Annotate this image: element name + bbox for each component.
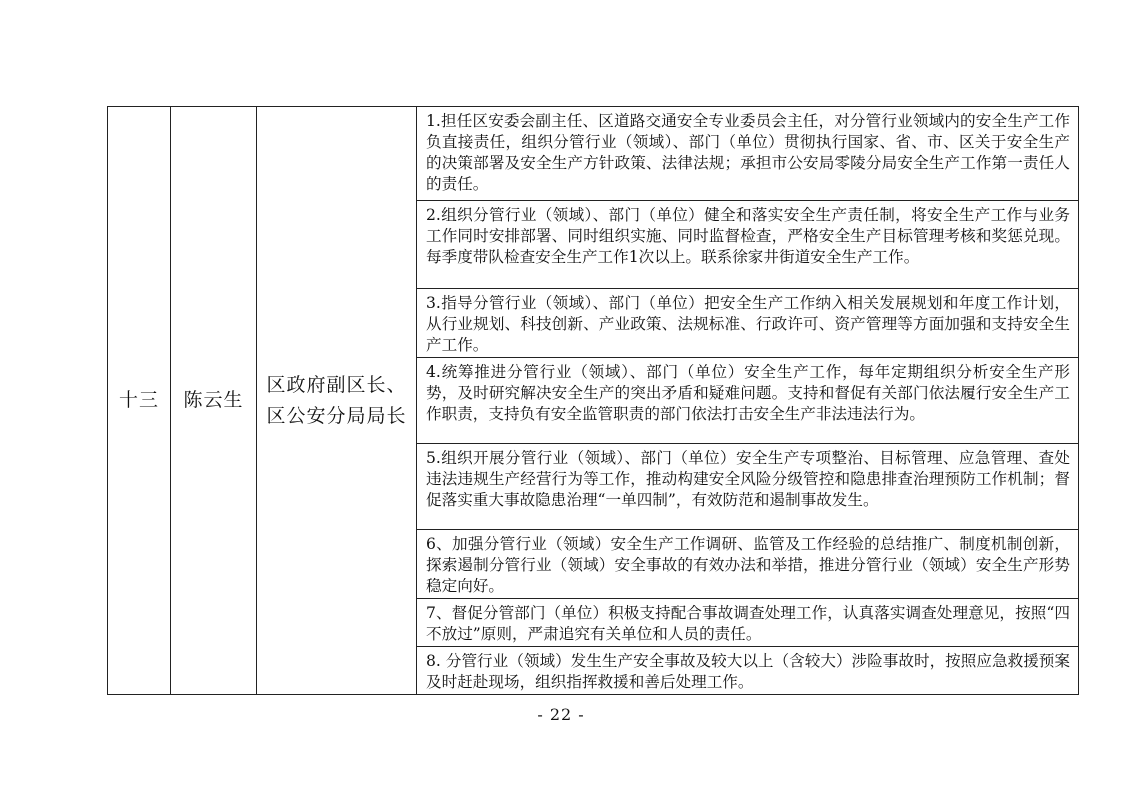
duty-item-2: 2.组织分管行业（领域）、部门（单位）健全和落实安全生产责任制，将安全生产工作与业务工作同时安排部署、同时组织实施、同时监督检查，严格安全生产目标管理考核和奖惩兑现。每季度带队检查安全生产工作1次以上。联系徐家井街道安全生产工作。	[417, 201, 1079, 289]
duty-item-5: 5.组织开展分管行业（领域）、部门（单位）安全生产专项整治、目标管理、应急管理、查处违法违规生产经营行为等工作，推动构建安全风险分级管控和隐患排查治理预防工作机制；督促落实重大事故隐患治理“一单四制”，有效防范和遏制事故发生。	[417, 444, 1079, 530]
sequence-cell: 十三	[108, 107, 171, 695]
responsibility-table	[107, 106, 1079, 695]
duty-item-8: 8. 分管行业（领域）发生生产安全事故及较大以上（含较大）涉险事故时，按照应急救援预案及时赶赴现场，组织指挥救援和善后处理工作。	[417, 647, 1079, 695]
duty-item-7: 7、督促分管部门（单位）积极支持配合事故调查处理工作，认真落实调查处理意见，按照“四不放过”原则，严肃追究有关单位和人员的责任。	[417, 599, 1079, 647]
duty-item-3: 3.指导分管行业（领域）、部门（单位）把安全生产工作纳入相关发展规划和年度工作计划，从行业规划、科技创新、产业政策、法规标准、行政许可、资产管理等方面加强和支持安全生产工作。	[417, 289, 1079, 358]
table-row	[108, 107, 1079, 201]
person-name-cell: 陈云生	[171, 107, 257, 695]
duty-item-4: 4.统筹推进分管行业（领域）、部门（单位）安全生产工作，每年定期组织分析安全生产形势，及时研究解决安全生产的突出矛盾和疑难问题。支持和督促有关部门依法履行安全生产工作职责，支持负有安全监管职责的部门依法打击安全生产非法违法行为。	[417, 358, 1079, 444]
duty-item-6: 6、加强分管行业（领域）安全生产工作调研、监管及工作经验的总结推广、制度机制创新，探索遏制分管行业（领域）安全事故的有效办法和举措，推进分管行业（领域）安全生产形势稳定向好。	[417, 530, 1079, 599]
page-number: - 22 -	[537, 705, 585, 724]
duty-item-1: 1.担任区安委会副主任、区道路交通安全专业委员会主任，对分管行业领域内的安全生产工作负直接责任，组织分管行业（领域）、部门（单位）贯彻执行国家、省、市、区关于安全生产的决策部署及安全生产方针政策、法律法规；承担市公安局零陵分局安全生产工作第一责任人的责任。	[417, 107, 1079, 201]
post-title-cell: 区政府副区长、区公安分局局长	[257, 107, 417, 695]
